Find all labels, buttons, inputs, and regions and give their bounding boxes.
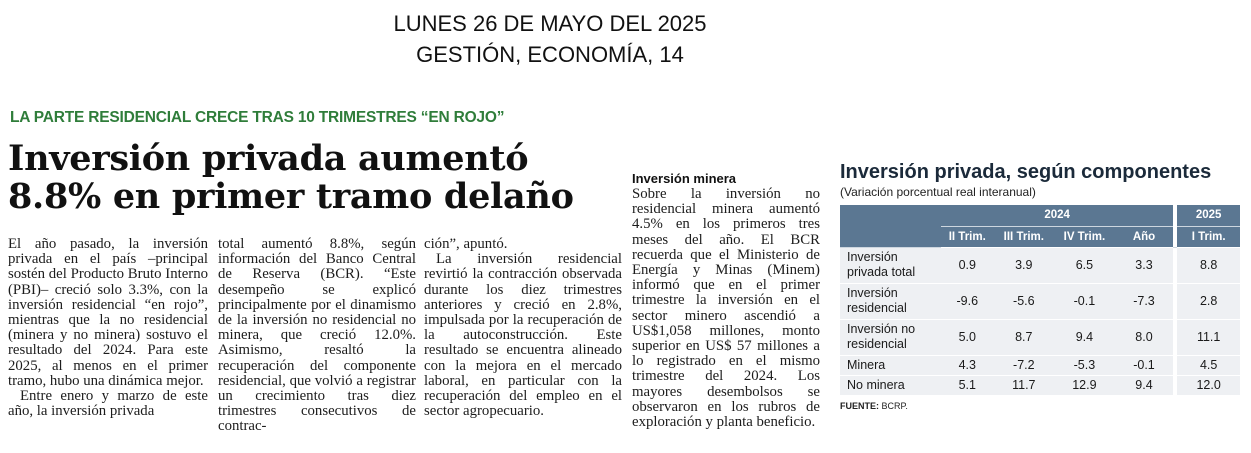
- table-cell: -9.6: [941, 283, 994, 319]
- infobox-subtitle: (Variación porcentual real interanual): [840, 185, 1036, 199]
- article-column-4: [632, 172, 820, 430]
- header-corner: [840, 205, 941, 247]
- article-column-2: [218, 237, 416, 435]
- source-note: [840, 401, 1240, 411]
- paragraph: ción”, apuntó.: [424, 236, 508, 252]
- table-cell: 5.1: [941, 375, 994, 395]
- article-kicker: LA PARTE RESIDENCIAL CRECE TRAS 10 TRIMESTRES “EN ROJO”: [10, 109, 505, 126]
- article-headline: [8, 140, 608, 216]
- col-header: I Trim.: [1177, 226, 1240, 247]
- table-cell: 2.8: [1177, 283, 1240, 319]
- table-cell: -5.6: [994, 283, 1055, 319]
- paragraph: Entre enero y marzo de este año, la inversión privada: [8, 388, 208, 420]
- table-row: [840, 247, 1240, 283]
- infobox-title: Inversión privada, según componentes: [840, 161, 1212, 183]
- table-cell: 9.4: [1115, 375, 1174, 395]
- table-row: [840, 355, 1240, 375]
- table-cell: -0.1: [1054, 283, 1115, 319]
- table-cell: -0.1: [1115, 355, 1174, 375]
- components-table: [840, 205, 1240, 395]
- table-cell: 12.0: [1177, 375, 1240, 395]
- row-label: Inversión privada total: [840, 247, 941, 283]
- table-cell: -7.3: [1115, 283, 1174, 319]
- table-cell: 11.7: [994, 375, 1055, 395]
- table-row: [840, 319, 1240, 355]
- paragraph: La inversión residencial revirtió la contracción observada durante los diez trimestres anteriores y creció en 2.8%, impulsada por la recuperación de la autoconstrucción. Este resultado se encuentra alineado con la mejora en el mercado laboral, en particular con la recuperación del empleo en el sector agropecuario.: [424, 251, 622, 420]
- col-header: IV Trim.: [1054, 226, 1115, 247]
- table-cell: 5.0: [941, 319, 994, 355]
- table-cell: 8.7: [994, 319, 1055, 355]
- table-cell: 3.3: [1115, 247, 1174, 283]
- table-cell: -7.2: [994, 355, 1055, 375]
- paragraph: El año pasado, la inversión privada en el país –principal sostén del Producto Bruto Interno (PBI)– creció solo 3.3%, con la inversión residencial “en rojo”, mientras que la no residencial (minera y no minera) sostuvo el resultado del 2024. Para este 2025, al menos en el primer tramo, hubo una dinámica mejor.: [8, 236, 208, 389]
- table-cell: 9.4: [1054, 319, 1115, 355]
- section-subhead: Inversión minera: [632, 171, 737, 186]
- source-value: BCRP.: [881, 401, 908, 411]
- col-header: III Trim.: [994, 226, 1055, 247]
- col-header: Año: [1115, 226, 1174, 247]
- table-cell: 3.9: [994, 247, 1055, 283]
- table-cell: 8.0: [1115, 319, 1174, 355]
- article-column-1: [8, 237, 208, 419]
- col-header: II Trim.: [941, 226, 994, 247]
- table-cell: 8.8: [1177, 247, 1240, 283]
- table-cell: 12.9: [1054, 375, 1115, 395]
- table-cell: -5.3: [1054, 355, 1115, 375]
- headline-line-1: Inversión privada aumentó: [8, 138, 529, 179]
- table-cell: 6.5: [1054, 247, 1115, 283]
- article-column-3: [424, 237, 622, 419]
- newspaper-section: GESTIÓN, ECONOMÍA, 14: [416, 42, 684, 67]
- year-header-2024: 2024: [941, 205, 1173, 226]
- table-row: [840, 375, 1240, 395]
- row-label: Minera: [840, 355, 941, 375]
- paragraph: total aumentó 8.8%, según información del Banco Central de Reserva (BCR). “Este desempeño se explicó principalmente por el dinamismo de la inversión no residencial no minera, que creció 12.0%. Asimismo, resaltó la recuperación del componente residencial, que volvió a registrar un crecimiento tras diez trimestres consecutivos de contrac-: [218, 236, 416, 435]
- newspaper-date: LUNES 26 DE MAYO DEL 2025: [393, 11, 707, 36]
- table-row: [840, 283, 1240, 319]
- paragraph: Sobre la inversión no residencial minera aumentó 4.5% en los primeros tres meses del año. El BCR recuerda que el Ministerio de Energía y Minas (Minem) informó que en el primer trimestre la inversión en el sector minero ascendió a US$1,058 millones, monto superior en US$ 57 millones a lo registrado en el mismo trimestre del 2024. Los mayores desembolsos se observaron en los rubros de exploración y planta beneficio.: [632, 186, 820, 431]
- row-label: Inversión no residencial: [840, 319, 941, 355]
- year-header-2025: 2025: [1177, 205, 1240, 226]
- headline-line-2: 8.8% en primer tramo delaño: [8, 176, 574, 217]
- source-label: FUENTE:: [840, 401, 879, 411]
- table-cell: 11.1: [1177, 319, 1240, 355]
- table-cell: 4.3: [941, 355, 994, 375]
- table-cell: 4.5: [1177, 355, 1240, 375]
- table-cell: 0.9: [941, 247, 994, 283]
- row-label: No minera: [840, 375, 941, 395]
- data-infobox: [840, 160, 1240, 411]
- row-label: Inversión residencial: [840, 283, 941, 319]
